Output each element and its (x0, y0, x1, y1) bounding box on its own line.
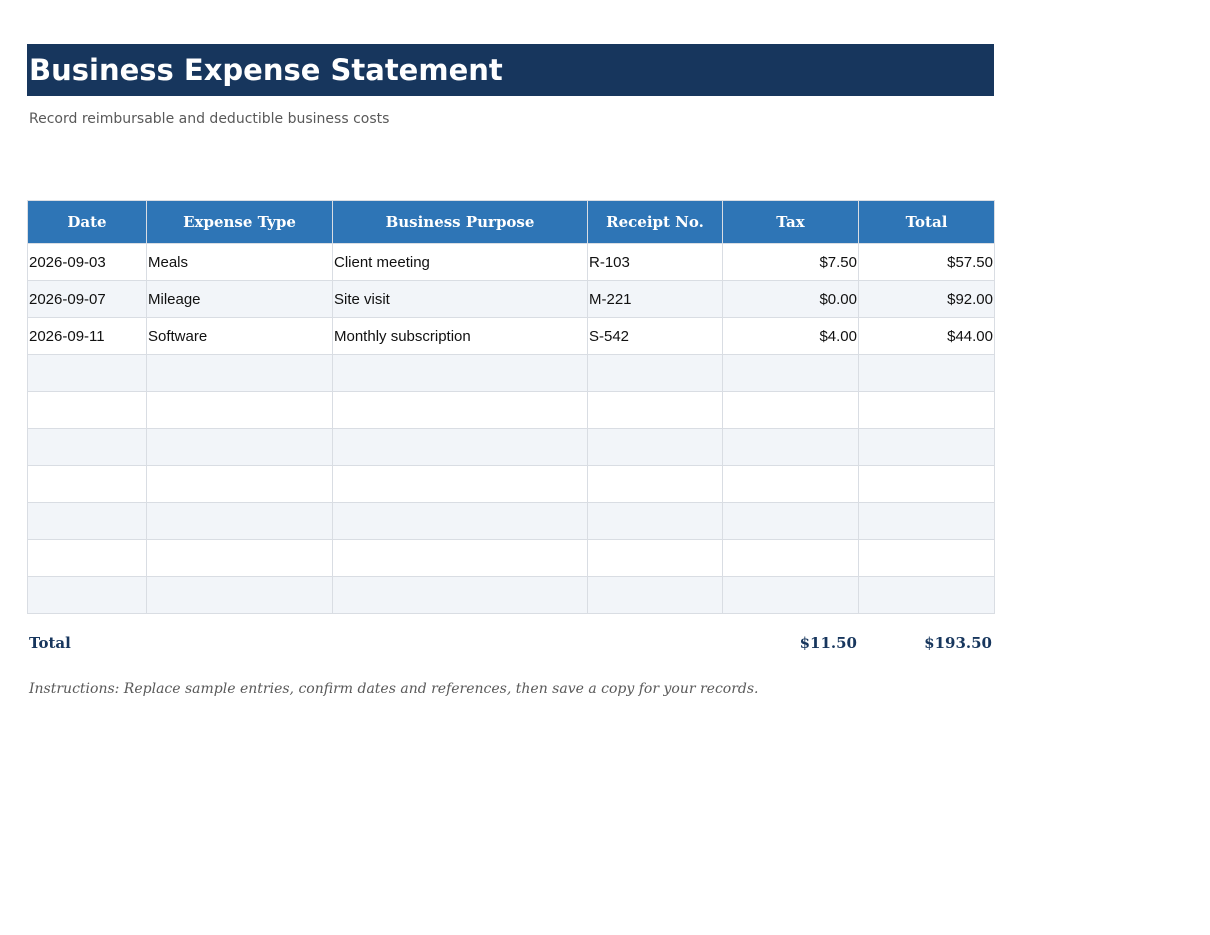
date-cell[interactable]: 2026-09-07 (28, 281, 147, 318)
tax-cell[interactable] (723, 392, 859, 429)
date-cell[interactable]: 2026-09-11 (28, 318, 147, 355)
page-title: Business Expense Statement (29, 53, 503, 87)
total-cell[interactable] (859, 503, 995, 540)
totals-label: Total (29, 634, 71, 652)
expense-type-cell[interactable] (147, 503, 333, 540)
tax-cell[interactable] (723, 577, 859, 614)
expense-type-cell[interactable] (147, 577, 333, 614)
page-subtitle: Record reimbursable and deductible business costs (29, 111, 390, 127)
column-header-receipt-no: Receipt No. (588, 201, 723, 244)
receipt-no-cell[interactable] (588, 503, 723, 540)
receipt-no-cell[interactable] (588, 466, 723, 503)
table-header-row (28, 201, 995, 244)
business-purpose-cell[interactable] (333, 355, 588, 392)
business-purpose-cell[interactable] (333, 429, 588, 466)
tax-cell[interactable]: $4.00 (723, 318, 859, 355)
tax-cell[interactable]: $0.00 (723, 281, 859, 318)
receipt-no-cell[interactable] (588, 540, 723, 577)
business-purpose-cell[interactable]: Monthly subscription (333, 318, 588, 355)
receipt-no-cell[interactable]: S-542 (588, 318, 723, 355)
total-cell[interactable] (859, 392, 995, 429)
column-header-date: Date (28, 201, 147, 244)
table-row (28, 429, 995, 466)
expense-type-cell[interactable]: Mileage (147, 281, 333, 318)
tax-cell[interactable] (723, 355, 859, 392)
column-header-business-purpose: Business Purpose (333, 201, 588, 244)
business-purpose-cell[interactable] (333, 503, 588, 540)
column-header-tax: Tax (723, 201, 859, 244)
receipt-no-cell[interactable] (588, 355, 723, 392)
receipt-no-cell[interactable]: R-103 (588, 244, 723, 281)
total-cell[interactable]: $44.00 (859, 318, 995, 355)
expense-table (27, 200, 995, 614)
total-cell[interactable] (859, 429, 995, 466)
total-cell[interactable]: $57.50 (859, 244, 995, 281)
expense-type-cell[interactable] (147, 392, 333, 429)
expense-type-cell[interactable]: Meals (147, 244, 333, 281)
expense-type-cell[interactable]: Software (147, 318, 333, 355)
table-row (28, 355, 995, 392)
date-cell[interactable] (28, 466, 147, 503)
date-cell[interactable]: 2026-09-03 (28, 244, 147, 281)
tax-cell[interactable] (723, 540, 859, 577)
totals-tax-value: $11.50 (799, 634, 857, 652)
business-purpose-cell[interactable] (333, 540, 588, 577)
column-header-total: Total (859, 201, 995, 244)
receipt-no-cell[interactable] (588, 429, 723, 466)
business-purpose-cell[interactable]: Site visit (333, 281, 588, 318)
total-cell[interactable]: $92.00 (859, 281, 995, 318)
tax-cell[interactable] (723, 466, 859, 503)
business-purpose-cell[interactable] (333, 466, 588, 503)
date-cell[interactable] (28, 392, 147, 429)
date-cell[interactable] (28, 355, 147, 392)
column-header-expense-type: Expense Type (147, 201, 333, 244)
instructions-note: Instructions: Replace sample entries, confirm dates and references, then save a copy for your records. (29, 681, 759, 697)
date-cell[interactable] (28, 577, 147, 614)
table-row (28, 318, 995, 355)
total-cell[interactable] (859, 355, 995, 392)
date-cell[interactable] (28, 503, 147, 540)
expense-type-cell[interactable] (147, 429, 333, 466)
receipt-no-cell[interactable] (588, 577, 723, 614)
totals-total-value: $193.50 (924, 634, 992, 652)
table-row (28, 466, 995, 503)
tax-cell[interactable]: $7.50 (723, 244, 859, 281)
receipt-no-cell[interactable] (588, 392, 723, 429)
table-row (28, 281, 995, 318)
table-row (28, 392, 995, 429)
business-purpose-cell[interactable] (333, 392, 588, 429)
tax-cell[interactable] (723, 429, 859, 466)
date-cell[interactable] (28, 540, 147, 577)
table-row (28, 503, 995, 540)
expense-type-cell[interactable] (147, 540, 333, 577)
total-cell[interactable] (859, 466, 995, 503)
expense-type-cell[interactable] (147, 355, 333, 392)
business-purpose-cell[interactable]: Client meeting (333, 244, 588, 281)
table-row (28, 244, 995, 281)
date-cell[interactable] (28, 429, 147, 466)
business-purpose-cell[interactable] (333, 577, 588, 614)
total-cell[interactable] (859, 540, 995, 577)
table-row (28, 577, 995, 614)
total-cell[interactable] (859, 577, 995, 614)
tax-cell[interactable] (723, 503, 859, 540)
receipt-no-cell[interactable]: M-221 (588, 281, 723, 318)
title-bar (27, 44, 994, 96)
table-row (28, 540, 995, 577)
expense-type-cell[interactable] (147, 466, 333, 503)
